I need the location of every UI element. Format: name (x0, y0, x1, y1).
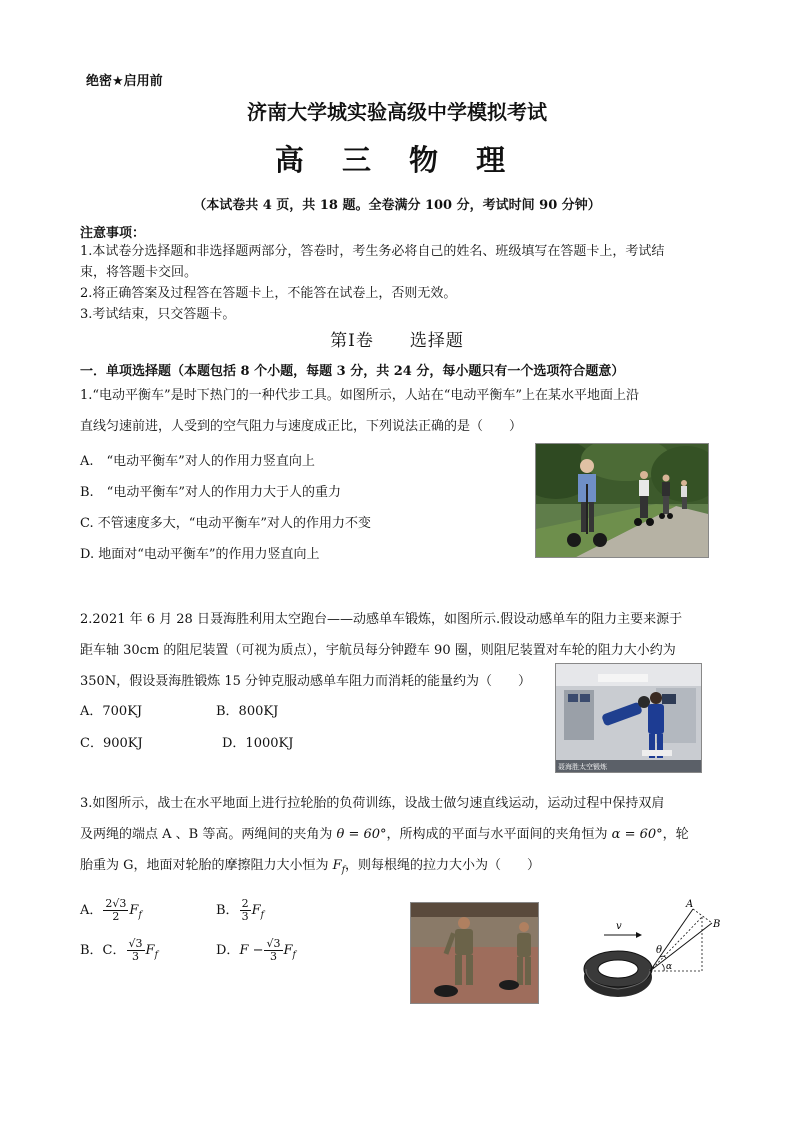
notice-item-3: 3.考试结束，只交答题卡。 (80, 307, 236, 322)
q3-option-c: B．C． $\frac{√3}{3}$ $F_f$ (80, 937, 158, 963)
confidential-mark: 绝密★启用前 (86, 74, 163, 89)
point-b-label: B (713, 919, 720, 930)
q2-option-a: A．700KJ (80, 704, 143, 719)
question-2-text: 2.2021 年 6 月 28 日聂海胜利用太空跑台——动感单车锻炼，如图所示.假设动感单车的阻力主要来源于 距车轴 30cm 的阻尼装置（可视为质点），宇航员每分钟蹬车 90 圈，则阻尼装置对车轮的阻力大小约为 350N，假设聂海胜锻炼 15 分钟克服动感单车阻力而消耗的能量约为（ ） (80, 612, 683, 689)
friction-symbol: $F_f$ (332, 858, 346, 876)
notice-title: 注意事项： (80, 226, 146, 241)
theta-label: θ (656, 945, 663, 956)
notice-item-1: 1.本试卷分选择题和非选择题两部分，答卷时，考生务必将自己的姓名、班级填写在答题卡上，考试结 束，将答题卡交回。 (80, 244, 665, 280)
velocity-label: v (616, 921, 622, 932)
school-exam-title: 济南大学城实验高级中学模拟考试 (247, 100, 547, 124)
q2-option-d: D．1000KJ (222, 736, 294, 751)
notice-item-2: 2.将正确答案及过程答在答题卡上，不能答在试卷上，否则无效。 (80, 286, 457, 301)
q1-option-b: B. “电动平衡车”对人的作用力大于人的重力 (80, 485, 341, 500)
q1-option-a: A. “电动平衡车”对人的作用力竖直向上 (80, 454, 315, 469)
soldier-training-photo (410, 902, 539, 1004)
q2-option-b: B．800KJ (216, 704, 279, 719)
q1-option-c: C. 不管速度多大，“电动平衡车”对人的作用力不变 (80, 516, 372, 531)
segway-photo (535, 443, 709, 558)
subject-title: 高 三 物 理 (274, 143, 520, 177)
point-a-label: A (686, 899, 694, 910)
alpha-label: α (666, 962, 673, 972)
part-title: 一．单项选择题（本题包括 8 个小题，每题 3 分，共 24 分，每小题只有一个选项符合题意） (80, 364, 625, 379)
section-title: 第Ⅰ卷 选择题 (330, 331, 464, 351)
q1-option-d: D. 地面对“电动平衡车”的作用力竖直向上 (80, 547, 320, 562)
q3-option-d: D．F − $\frac{√3}{3}$ $F_f$ (216, 937, 296, 963)
photo-caption: 聂海胜太空锻炼 (558, 763, 607, 771)
q3-option-b: B． $\frac{2}{3}$ $F_f$ (216, 897, 264, 923)
question-1-text: 1.“电动平衡车”是时下热门的一种代步工具。如图所示，人站在“电动平衡车”上在某水平地面上沿 直线匀速前进，人受到的空气阻力与速度成正比，下列说法正确的是（ ） (80, 388, 639, 434)
theta-equation: θ = 60° (336, 827, 387, 842)
question-3-text: 3.如图所示，战士在水平地面上进行拉轮胎的负荷训练，设战士做匀速直线运动，运动过程中保持双肩 及两绳的端点 A 、B 等高。两绳间的夹角为 θ = 60°，所构成的平面与水平面间的夹角恒为 α = 60°，轮 胎重为 G，地面对轮胎的摩擦阻力大小恒为 $F_f$，则每根绳的拉力大小为（ ） (80, 796, 689, 876)
space-station-photo (555, 663, 702, 773)
exam-info: （本试卷共 4 页，共 18 题。全卷满分 100 分，考试时间 90 分钟） (193, 198, 601, 213)
q3-option-a: A． $\frac{2√3}{2}$ $F_f$ (80, 897, 142, 923)
alpha-equation: α = 60° (611, 827, 663, 842)
tire-force-diagram (580, 895, 720, 1005)
q2-option-c: C．900KJ (80, 736, 143, 751)
